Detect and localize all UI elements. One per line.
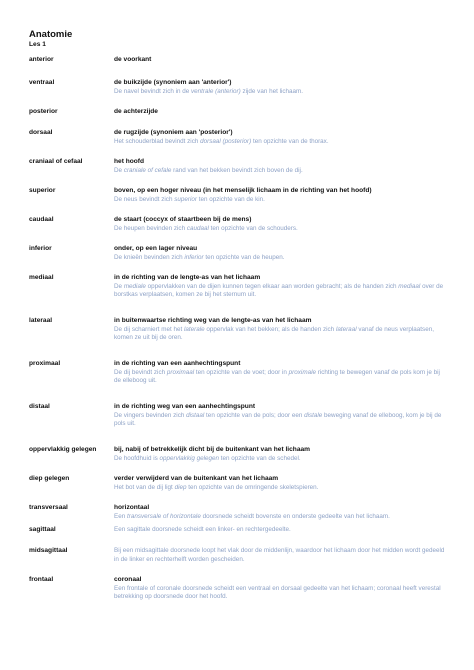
glossary-body: [114, 403, 450, 429]
glossary-example: Het bot van de dij ligt diep ten opzichte van de omringende skeletspieren.: [114, 483, 319, 491]
glossary-row: [29, 79, 450, 96]
glossary-body: [114, 216, 450, 233]
glossary-body: [114, 526, 450, 535]
glossary-term: midsagittaal: [29, 547, 68, 554]
glossary-definition: in de richting van de lengte-as van het lichaam: [114, 274, 261, 281]
glossary-example: Een frontale of coronale doorsnede scheidt een ventraal en dorsaal gedeelte van het lichaam; coronaal heeft verestal betrekking op doorsnede door het hoofd.: [114, 584, 441, 600]
glossary-term: distaal: [29, 403, 50, 410]
glossary-row: [29, 504, 450, 521]
glossary-definition: horizontaal: [114, 504, 150, 511]
example-emphasis: inferior: [184, 253, 204, 261]
glossary-row: [29, 317, 450, 343]
glossary-definition: coronaal: [114, 576, 142, 583]
glossary-definition: in buitenwaartse richting weg van de lengte-as van het lichaam: [114, 317, 312, 324]
glossary-example: De dij bevindt zich proximaal ten opzichte van de voet; door in proximale richting te bewegen vanaf de pols kom je bij de elleboog uit.: [114, 368, 440, 384]
lesson-number: Les 1: [29, 41, 46, 48]
glossary-term: proximaal: [29, 360, 61, 367]
glossary-body: [114, 576, 450, 602]
glossary-example: De vingers bevinden zich distaal ten opzichte van de pols; door een distale beweging vanaf de elleboog, kom je bij de pols uit.: [114, 411, 442, 427]
glossary-term: ventraal: [29, 79, 55, 86]
glossary-term: diep gelegen: [29, 475, 70, 482]
glossary-definition: de voorkant: [114, 56, 152, 63]
example-emphasis: laterale: [184, 325, 205, 333]
glossary-term: lateraal: [29, 317, 53, 324]
glossary-term: caudaal: [29, 216, 54, 223]
glossary-row: [29, 360, 450, 386]
glossary-row: [29, 158, 450, 175]
glossary-example: Een transversale of horizontale doorsnede scheidt bovenste en onderste gedeelte van het lichaam.: [114, 512, 390, 520]
glossary-body: [114, 274, 450, 300]
glossary-row: [29, 216, 450, 233]
example-emphasis: caudaal: [186, 224, 209, 232]
glossary-definition: de rugzijde (synoniem aan 'posterior'): [114, 129, 233, 136]
glossary-body: [114, 187, 450, 204]
glossary-example: De neus bevindt zich superior ten opzichte van de kin.: [114, 195, 265, 203]
glossary-term: posterior: [29, 108, 58, 115]
glossary-row: [29, 547, 450, 564]
glossary-term: craniaal of cefaal: [29, 158, 83, 165]
glossary-body: [114, 245, 450, 262]
example-emphasis: craniale of cefale: [123, 166, 172, 174]
glossary-body: [114, 108, 450, 117]
example-emphasis: mediaal: [398, 282, 421, 290]
glossary-definition: de buikzijde (synoniem aan 'anterior'): [114, 79, 232, 86]
glossary-term: transversaal: [29, 504, 68, 511]
example-emphasis: distaal: [186, 411, 205, 419]
glossary-example: Een sagittale doorsnede scheidt een linker- en rechtergedeelte.: [114, 526, 291, 533]
example-emphasis: superior: [174, 195, 197, 203]
example-emphasis: mediale: [123, 282, 146, 290]
glossary-row: [29, 56, 450, 65]
glossary-row: [29, 108, 450, 117]
glossary-definition: verder verwijderd van de buitenkant van het lichaam: [114, 475, 279, 482]
glossary-body: [114, 158, 450, 175]
glossary-definition: in de richting van een aanhechtingspunt: [114, 360, 241, 367]
glossary-definition: bij, nabij of betrekkelijk dicht bij de buitenkant van het lichaam: [114, 446, 311, 453]
glossary-row: [29, 403, 450, 429]
glossary-example: De heupen bevinden zich caudaal ten opzichte van de schouders.: [114, 224, 298, 232]
glossary-body: [114, 504, 450, 521]
glossary-example: De hoofdhuid is oppervlakkig gelegen ten opzichte van de schedel.: [114, 454, 301, 462]
glossary-body: [114, 56, 450, 65]
glossary-row: [29, 526, 450, 535]
glossary-example: De knieën bevinden zich inferior ten opzichte van de heupen.: [114, 253, 285, 261]
glossary-definition: onder, op een lager niveau: [114, 245, 198, 252]
example-emphasis: lateraal: [335, 325, 357, 333]
glossary-row: [29, 446, 450, 463]
glossary-body: [114, 446, 450, 463]
glossary-body: [114, 129, 450, 146]
glossary-example: De mediale oppervlakken van de dijen kunnen tegen elkaar aan worden gebracht; als de handen zich mediaal over de borstkas verplaatsen, komen ze bij het sternum uit.: [114, 282, 444, 298]
glossary-body: [114, 317, 450, 343]
glossary-row: [29, 245, 450, 262]
glossary-definition: boven, op een hoger niveau (in het menselijk lichaam in de richting van het hoofd): [114, 187, 372, 194]
example-emphasis: transversale of horizontale: [126, 512, 201, 520]
glossary-term: frontaal: [29, 576, 54, 583]
glossary-body: [114, 547, 450, 564]
glossary-term: inferior: [29, 245, 52, 252]
glossary-body: [114, 79, 450, 96]
example-emphasis: diep: [174, 483, 187, 491]
glossary-row: [29, 274, 450, 300]
example-emphasis: oppervlakkig gelegen: [159, 454, 220, 462]
glossary-row: [29, 187, 450, 204]
glossary-term: sagittaal: [29, 526, 56, 533]
glossary-term: superior: [29, 187, 56, 194]
glossary-example: Bij een midsagittale doorsnede loopt het vlak door de middenlijn, waardoor het lichaam door het midden wordt gedeeld in de linker en rechterhelft worden gescheiden.: [114, 547, 445, 563]
glossary-body: [114, 360, 450, 386]
glossary-example: De dij scharniert met het laterale oppervlak van het bekken; als de handen zich lateraal vanaf de neus verplaatsen, komen ze uit bij de oren.: [114, 325, 434, 341]
example-emphasis: dorsaal (posterior): [200, 137, 252, 145]
example-emphasis: ventrale (anterior): [191, 87, 241, 95]
glossary-term: oppervlakkig gelegen: [29, 446, 97, 453]
example-emphasis: proximale: [288, 368, 316, 376]
document-title: Anatomie: [29, 29, 73, 40]
glossary-term: mediaal: [29, 274, 54, 281]
glossary-row: [29, 576, 450, 602]
glossary-definition: de achterzijde: [114, 108, 158, 115]
glossary-term: dorsaal: [29, 129, 53, 136]
glossary-example: De craniale of cefale rand van het bekken bevindt zich boven de dij.: [114, 166, 303, 174]
example-emphasis: distale: [304, 411, 323, 419]
glossary-row: [29, 475, 450, 492]
glossary-row: [29, 129, 450, 146]
glossary-term: anterior: [29, 56, 54, 63]
glossary-definition: de staart (coccyx of staartbeen bij de mens): [114, 216, 252, 223]
glossary-body: [114, 475, 450, 492]
glossary-example: Het schouderblad bevindt zich dorsaal (posterior) ten opzichte van de thorax.: [114, 137, 329, 145]
glossary-definition: in de richting weg van een aanhechtingspunt: [114, 403, 256, 410]
example-emphasis: proximaal: [166, 368, 195, 376]
glossary-example: De navel bevindt zich in de ventrale (anterior) zijde van het lichaam.: [114, 87, 304, 95]
glossary-definition: het hoofd: [114, 158, 145, 165]
